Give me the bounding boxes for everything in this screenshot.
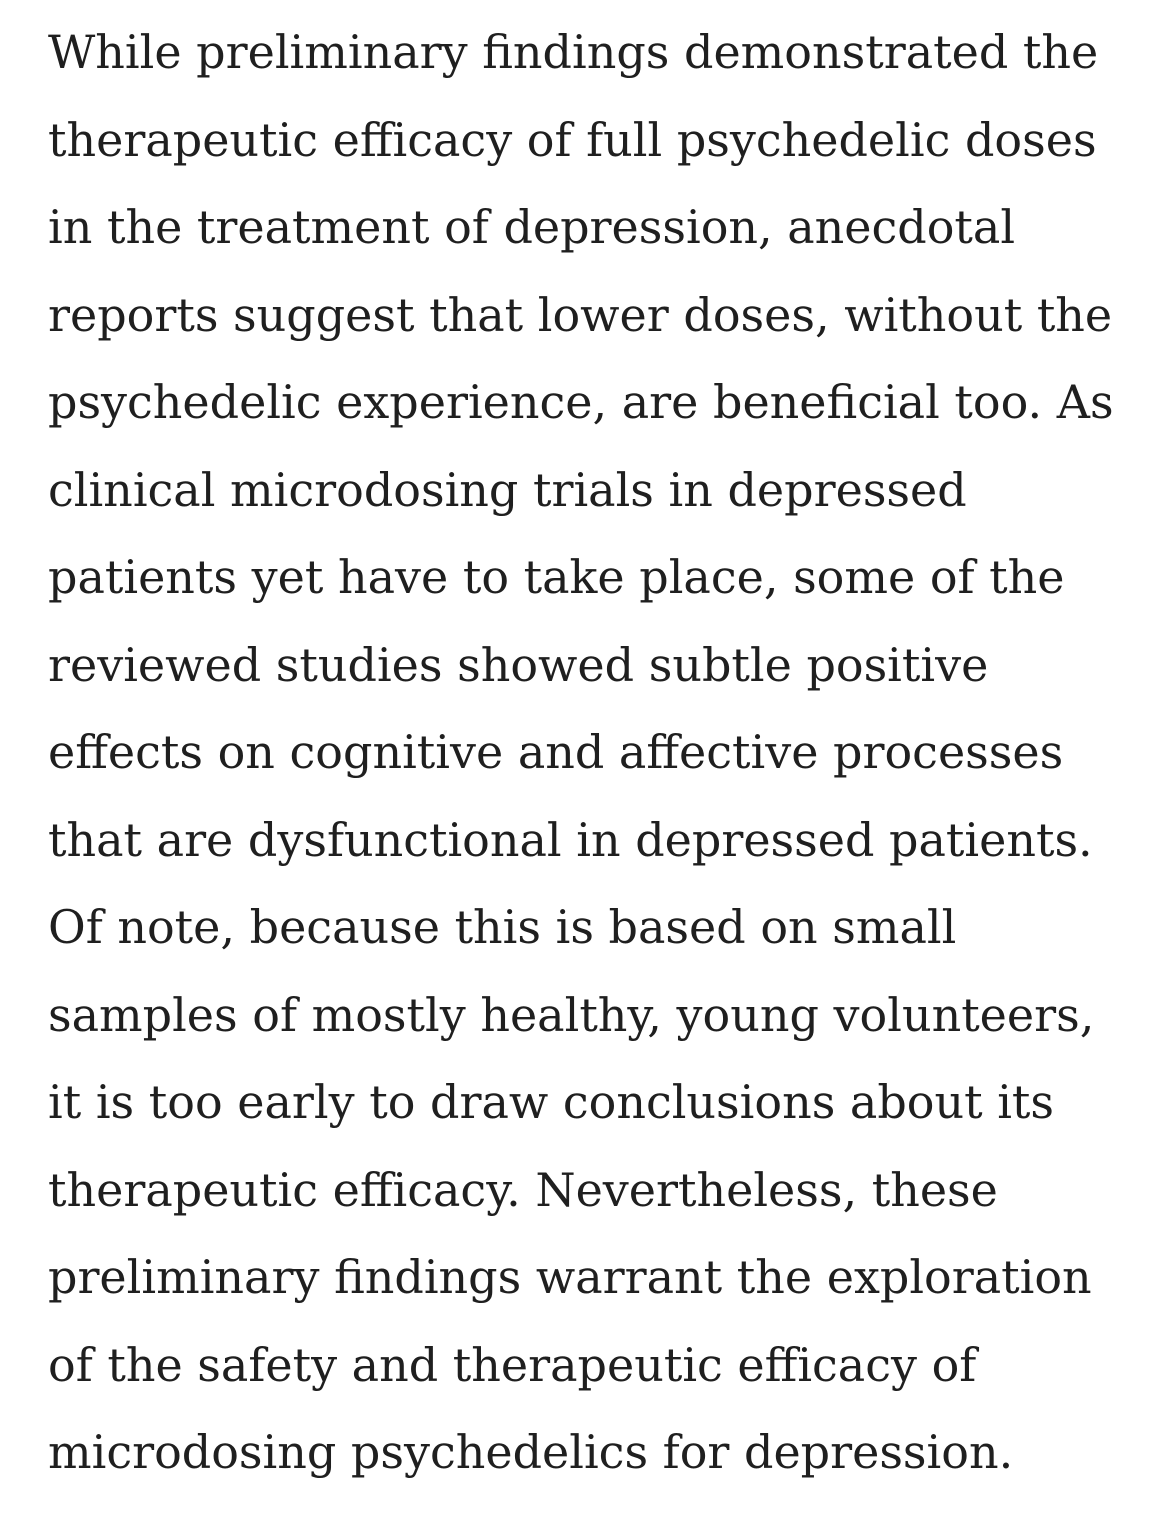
paragraph-line: clinical microdosing trials in depressed [48,462,967,517]
paragraph-line: of the safety and therapeutic efficacy of [48,1337,977,1392]
paragraph-line: reviewed studies showed subtle positive [48,637,989,692]
paragraph-line: reports suggest that lower doses, without the [48,287,1113,342]
paragraph-line: therapeutic efficacy. Nevertheless, these [48,1162,998,1217]
paragraph-line: patients yet have to take place, some of the [48,550,1065,604]
paragraph-line: samples of mostly healthy, young volunteers, [48,987,1095,1042]
paragraph-line: preliminary findings warrant the exploration [48,1250,1092,1304]
paragraph-line: effects on cognitive and affective processes [48,725,1064,779]
paragraph-line: therapeutic efficacy of full psychedelic doses [48,112,1097,167]
paragraph-line: While preliminary findings demonstrated the [48,25,1099,79]
paragraph-line: psychedelic experience, are beneficial too. As [48,375,1114,429]
paragraph-line: it is too early to draw conclusions about its [48,1075,1055,1129]
paragraph-line: in the treatment of depression, anecdotal [48,200,1016,254]
paragraph-line: Of note, because this is based on small [48,900,957,954]
paragraph-line: microdosing psychedelics for depression. [48,1425,1014,1479]
article-paragraph [48,9,1138,1497]
paragraph-line: that are dysfunctional in depressed patients. [48,812,1093,867]
